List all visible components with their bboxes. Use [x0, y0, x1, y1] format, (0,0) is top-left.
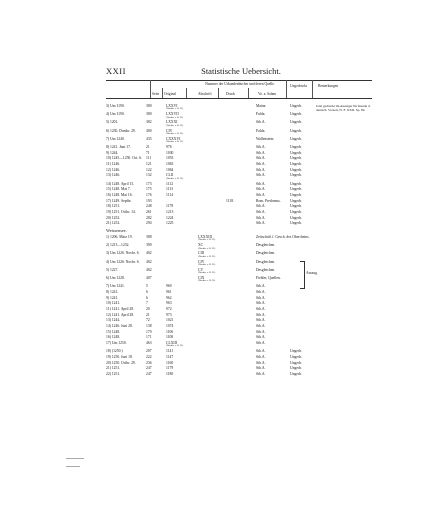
document-number: 11) 1241. April 28. [106, 306, 135, 311]
page-reference: 6 [146, 295, 148, 300]
page-reference: 463 [146, 341, 152, 346]
document-number: 21) 1251. [106, 366, 121, 371]
column-divider [248, 88, 249, 98]
archive-location: Sth.A. [256, 192, 266, 197]
scan-mark [66, 466, 80, 467]
page-reference: 132 [146, 173, 152, 178]
original-number: 976 [166, 144, 172, 149]
document-number: 14) 1246. Juni 28. [106, 324, 133, 328]
original-number: 1063 [166, 162, 174, 166]
document-number: 4) Um 1226. Novbr. 6. [106, 259, 140, 264]
page-reference: 121 [146, 162, 152, 166]
archive-location: Sth.A. [256, 181, 266, 186]
original-number: 1224 [166, 215, 174, 220]
remark: Jetzt gedruckt im Anzeiger für Kunde d. deutsch. Vorzeit, N. F. XXII. Sp. 84. [316, 104, 371, 113]
page-number: XXII [106, 66, 126, 76]
copy-number: XC (Nachtr. z. B. II.) [198, 243, 216, 250]
archive-location: Sth.A. [256, 204, 266, 209]
page-reference: 72 [146, 318, 150, 323]
page-reference: 380 [146, 112, 152, 117]
page-reference: 435 [146, 136, 152, 141]
original-number-source: (Nachtr. z. B. II.) [166, 344, 184, 348]
archive-location: Zeitschrift f. Gesch. des Oberrheins. [256, 235, 310, 240]
original-number: 1108 [166, 335, 174, 340]
document-number: 5) 1227. [106, 267, 119, 272]
unprinted-flag: Ungedr. [290, 120, 302, 125]
page-title: Statistische Uebersicht. [201, 66, 281, 76]
archive-location: Sth.A. [256, 221, 266, 226]
archive-location: Desgleichen. [256, 259, 276, 264]
archive-location: Desgleichen. [256, 243, 276, 248]
page-reference: 402 [146, 259, 152, 264]
original-number: 973 [166, 312, 172, 317]
page-reference: 170 [146, 329, 152, 334]
original-number: 962 [166, 295, 172, 300]
page-reference: 7 [146, 301, 148, 306]
archive-location: Sth.A. [256, 215, 266, 220]
statistics-table [106, 104, 372, 378]
unprinted-flag: Ungedr. [290, 354, 302, 359]
unprinted-flag: Ungedr. [290, 173, 302, 178]
page-reference: 248 [146, 204, 152, 209]
original-number: 1225 [166, 221, 174, 226]
archive-location: Fulda. [256, 112, 266, 117]
copy-number: LXXXIII (Nachtr. z. B. II.) [198, 235, 216, 242]
document-number: 18) 1251. [106, 204, 121, 209]
original-number: 1179 [166, 366, 174, 371]
page-reference: 407 [146, 276, 152, 280]
document-number: 18) (1250.) [106, 349, 123, 354]
page-reference: 138 [146, 324, 152, 328]
page-reference: 402 [146, 267, 152, 272]
page-reference: 390 [146, 243, 152, 248]
unprinted-flag: Ungedr. [290, 156, 302, 161]
archive-location: Sth.A. [256, 187, 266, 192]
original-number-source: (Nachtr. z. B. II.) [166, 131, 184, 135]
document-number: 5) 1201. [106, 120, 119, 125]
original-number: 1021 [166, 318, 174, 323]
page-reference: 176 [146, 192, 152, 197]
table-row [106, 129, 372, 137]
table-row [106, 112, 372, 120]
original-number: LXXXI (Nachtr. z. B. II.) [166, 120, 184, 127]
archive-location: Sth.A. [256, 167, 266, 172]
original-number: 1064 [166, 167, 174, 172]
original-number: 1106 [166, 329, 174, 334]
unprinted-flag: Ungedr. [290, 128, 302, 133]
document-number: 9) 1244. [106, 150, 119, 155]
document-number: 1) 1206. März 19. [106, 235, 133, 240]
original-number: 963 [166, 301, 172, 306]
page-reference: 294 [146, 221, 152, 226]
document-number: 7) Um 1241. [106, 284, 125, 289]
document-number: 16) 1248. Mai 16. [106, 192, 133, 197]
archive-location: Sth.A. [256, 349, 266, 354]
column-header-original: Original [164, 92, 176, 96]
page-reference: 21 [146, 312, 150, 317]
original-number: CIV (Nachtr. z. B. II.) [166, 128, 184, 135]
page-header [106, 66, 376, 78]
page-reference: 236 [146, 360, 152, 365]
unprinted-flag: Ungedr. [290, 215, 302, 220]
archive-location: Sth.A. [256, 354, 266, 359]
table-row [106, 173, 372, 181]
page-reference: 388 [146, 235, 152, 240]
table-row [106, 372, 372, 378]
archive-location: Desgleichen. [256, 267, 276, 272]
archive-location: Sth.A. [256, 372, 266, 376]
document-number: 10) 1241. [106, 301, 121, 306]
page-reference: 71 [146, 150, 150, 155]
archive-location: Sth.A. [256, 150, 266, 155]
archive-location: Sth.A. [256, 341, 266, 346]
archive-location: Sth.A. [256, 306, 266, 311]
original-number: 1112 [166, 181, 174, 186]
page-reference: 400 [146, 128, 152, 133]
unprinted-flag: Ungedr. [290, 181, 302, 186]
document-number: 12) 1246. [106, 167, 121, 172]
document-number: 6) 1230. Dcmbr. 29. [106, 128, 136, 133]
unprinted-flag: Ungedr. [290, 187, 302, 192]
copy-number: CV (Nachtr. z. B. II.) [198, 267, 216, 275]
archive-location: Sth.A. [256, 366, 266, 371]
page-reference: 282 [146, 215, 152, 220]
page-reference: 382 [146, 120, 152, 125]
archive-location: Desgleichen. [256, 251, 276, 256]
page-reference: 380 [146, 104, 152, 108]
page-reference: 122 [146, 167, 152, 172]
table-row [106, 341, 372, 349]
document-number: 14) 1248. April 15. [106, 181, 135, 186]
column-divider [150, 80, 151, 98]
original-number: 1114 [166, 192, 174, 197]
column-divider [218, 88, 219, 98]
document-number: 17) Um 1250. [106, 341, 127, 346]
column-header-bemerkungen: Bemerkungen [318, 84, 339, 88]
table-row [106, 243, 372, 251]
table-row [106, 276, 372, 284]
document-number: 3) Um 1226. Novbr. 6. [106, 251, 140, 256]
archive-location: Sth.A. [256, 329, 266, 334]
table-row [106, 260, 372, 268]
original-number: 1147 [166, 354, 174, 359]
document-number: 16) 1248. [106, 335, 121, 340]
column-divider [286, 80, 287, 98]
page-reference: 111 [146, 156, 152, 161]
archive-location: Fiebler, Quellen. [256, 276, 281, 280]
archive-location: Sth.A. [256, 289, 266, 294]
archive-location: Sth.A. [256, 144, 266, 149]
page-reference: 175 [146, 187, 152, 192]
original-number: 1213 [166, 210, 174, 214]
original-number-source: (Nachtr. z. B. II.) [166, 107, 184, 111]
document-number: 10) 1245—1250. Oct. 6. [106, 156, 143, 161]
original-number: CXXXVI (Nachtr. z. B. II.) [166, 136, 184, 144]
unprinted-flag: Ungedr. [290, 221, 302, 226]
archive-location: Sth.A. [256, 295, 266, 300]
section-title: Weissensee. [106, 228, 127, 234]
table-row [106, 120, 372, 128]
original-number-source: (Nachtr. z. B. II.) [166, 176, 184, 180]
copy-number-source: (Nachtr. z. B. II.) [198, 279, 216, 283]
original-number: 1178 [166, 204, 174, 209]
auszug-note: Auszug. [306, 271, 318, 275]
document-number: 4) Um 1190. [106, 112, 125, 117]
unprinted-flag: Ungedr. [290, 136, 302, 141]
original-number-source: (Nachtr. z. B. II.) [166, 115, 184, 119]
column-header-seite: Seite [152, 92, 160, 96]
document-number: 21) 1252. [106, 221, 121, 226]
original-number: 1160 [166, 360, 174, 365]
unprinted-flag: Ungedr. [290, 192, 302, 197]
original-number: 1053 [166, 156, 174, 161]
unprinted-flag: Ungedr. [290, 167, 302, 172]
document-number: 6) Um 1228. [106, 276, 125, 280]
original-number-source: (Nachtr. z. B. II.) [166, 140, 184, 144]
unprinted-flag: Ungedr. [290, 150, 302, 155]
archive-location: Sth.A. [256, 318, 266, 323]
original-number: 1141 [166, 349, 174, 354]
table-row [106, 268, 372, 276]
copy-number-source: (Nachtr. z. B. II.) [198, 246, 216, 250]
column-header-vo-a-salam: Vo. a. Salam [258, 92, 277, 96]
document-number: 7) Um 1240. [106, 136, 125, 141]
archive-location: Sth.A. [256, 173, 266, 178]
page-reference: 261 [146, 210, 152, 214]
archive-location: Sth.A. [256, 301, 266, 306]
document-number: 13) 1244. [106, 318, 121, 323]
unprinted-flag: Ungedr. [290, 349, 302, 354]
unprinted-flag: Ungedr. [290, 112, 302, 117]
page-reference: 247 [146, 372, 152, 376]
document-number: 9) 1241. [106, 295, 119, 300]
document-number: 2) 1213—1232. [106, 243, 130, 248]
copy-number-source: (Nachtr. z. B. II.) [198, 238, 216, 242]
document-number: 13) 1246. [106, 173, 121, 178]
archive-location: Sth.A. [256, 324, 266, 328]
page-reference: 171 [146, 335, 152, 340]
original-number: CLXIII (Nachtr. z. B. II.) [166, 341, 184, 348]
print-reference: 1118. [226, 198, 235, 203]
auszug-brace [300, 261, 305, 289]
archive-location: Rom, Predomus. [256, 198, 281, 203]
archive-location: Sth.A. [256, 210, 266, 214]
original-number: 1030 [166, 150, 174, 155]
document-number: 17) 1249. Septbr. [106, 198, 132, 203]
unprinted-flag: Ungedr. [290, 198, 302, 203]
copy-number-source: (Nachtr. z. B. II.) [198, 271, 216, 275]
page-reference: 20 [146, 306, 150, 311]
table-row [106, 137, 372, 145]
archive-location: Mainz. [256, 104, 267, 108]
page-reference: 402 [146, 251, 152, 256]
original-number: 961 [166, 289, 172, 294]
header-bottom-rule [106, 98, 372, 99]
page-reference: 247 [146, 366, 152, 371]
archive-location: Wallenstein. [256, 136, 275, 141]
original-number: 1180 [166, 372, 174, 376]
page-reference: 207 [146, 349, 152, 354]
original-number: 960 [166, 284, 172, 289]
archive-location: Sth.A. [256, 162, 266, 166]
original-number: LXXVI (Nachtr. z. B. II.) [166, 104, 184, 111]
column-header-druck: Druck [226, 92, 235, 96]
unprinted-flag: Ungedr. [290, 210, 302, 214]
original-number: 972 [166, 306, 172, 311]
document-number: 20) 1252. [106, 215, 121, 220]
original-number-source: (Nachtr. z. B. II.) [166, 123, 184, 127]
table-row [106, 235, 372, 243]
document-number: 3) Um 1190. [106, 104, 125, 108]
document-number: 19) 1251. Octbr. 14. [106, 210, 136, 214]
column-divider [186, 88, 187, 98]
copy-number-source: (Nachtr. z. B. II.) [198, 263, 216, 267]
archive-location: Sth.A. [256, 156, 266, 161]
document-number: 8) 1241. [106, 289, 119, 294]
column-divider [312, 80, 313, 98]
unprinted-flag: Ungedr. [290, 104, 302, 108]
document-number: 11) 1246. [106, 162, 120, 166]
column-header-abschrift: Abschrift [198, 92, 212, 96]
page-reference: 193 [146, 198, 152, 203]
document-number: 22) 1251. [106, 372, 121, 376]
document-number: 12) 1241. April 28. [106, 312, 135, 317]
copy-number: CIII (Nachtr. z. B. II.) [198, 251, 216, 258]
original-number: 1113 [166, 187, 174, 192]
table-row [106, 104, 372, 112]
original-number: LXXVII (Nachtr. z. B. II.) [166, 112, 184, 119]
document-number: 15) 1248. Mai 7. [106, 187, 131, 192]
copy-number: CIX (Nachtr. z. B. II.) [198, 276, 216, 283]
column-header-ungedruckt: Ungedruckt [290, 84, 307, 88]
page-reference: 222 [146, 354, 152, 359]
archive-location: Sth.A. [256, 360, 266, 365]
archive-location: Sth.A. [256, 335, 266, 340]
document-number: 20) 1250. Octbr. 29. [106, 360, 136, 365]
page-reference: 6 [146, 289, 148, 294]
copy-number: CIV (Nachtr. z. B. II.) [198, 259, 216, 267]
scan-mark [66, 458, 84, 459]
original-number: 1074 [166, 324, 174, 328]
section-heading [106, 227, 372, 235]
archive-location: Sth.A. [256, 120, 266, 125]
table-row [106, 251, 372, 259]
header-top-rule [106, 80, 372, 81]
unprinted-flag: Ungedr. [290, 366, 302, 371]
archive-location: Fulda. [256, 128, 266, 133]
column-divider [162, 88, 163, 98]
document-number: 8) 1241. Juni 17. [106, 144, 131, 149]
page-reference: 173 [146, 181, 152, 186]
unprinted-flag: Ungedr. [290, 372, 302, 376]
unprinted-flag: Ungedr. [290, 204, 302, 209]
original-number: CLII (Nachtr. z. B. II.) [166, 173, 184, 180]
column-group-label: Nummer der Urkundenbücher und deren Quelle. [205, 82, 275, 86]
page-reference: 21 [146, 144, 150, 149]
page-reference: 5 [146, 284, 148, 289]
archive-location: Sth.A. [256, 312, 266, 317]
archive-location: Sth.A. [256, 284, 266, 289]
document-number: 15) 1248. [106, 329, 121, 334]
unprinted-flag: Ungedr. [290, 144, 302, 149]
copy-number-source: (Nachtr. z. B. II.) [198, 254, 216, 258]
unprinted-flag: Ungedr. [290, 360, 302, 365]
document-number: 19) 1250. Juni 18. [106, 354, 133, 359]
unprinted-flag: Ungedr. [290, 162, 302, 166]
